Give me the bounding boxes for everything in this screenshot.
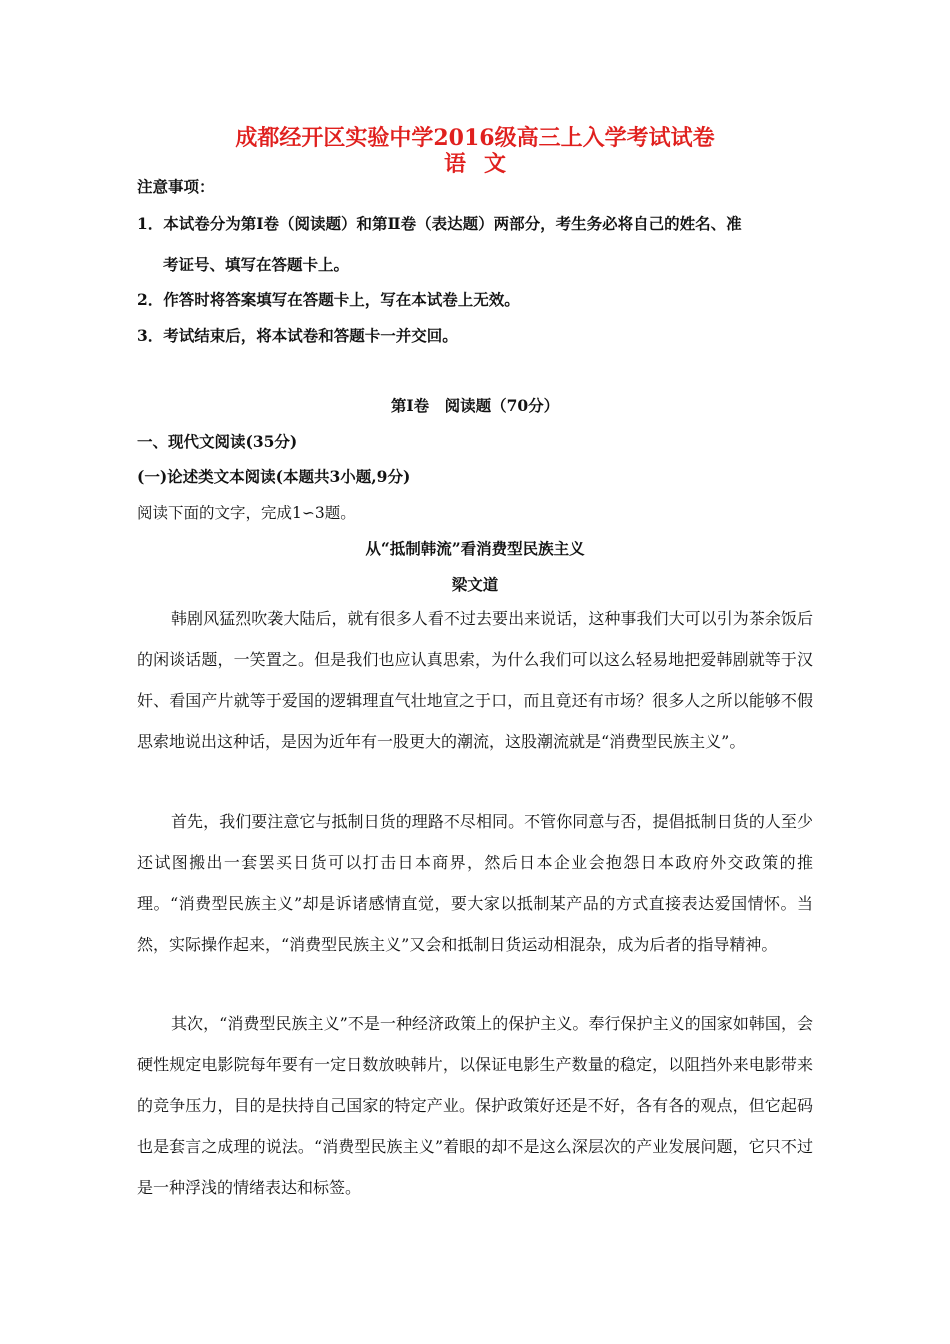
notice-item-1: 1．本试卷分为第Ⅰ卷（阅读题）和第Ⅱ卷（表达题）两部分，考生务必将自己的姓名、准 xyxy=(137,214,742,233)
article-paragraph-1: 韩剧风猛烈吹袭大陆后，就有很多人看不过去要出来说话，这种事我们大可以引为茶余饭后的闲谈话题，一笑置之。但是我们也应认真思索，为什么我们可以这么轻易地把爱韩剧就等于汉奸、看国产片就等于爱国的逻辑理直气壮地宣之于口，而且竟还有市场？很多人之所以能够不假思索地说出这种话，是因为近年有一股更大的潮流，这股潮流就是“消费型民族主义”。 xyxy=(137,609,813,751)
notice-item-2: 2．作答时将答案填写在答题卡上，写在本试卷上无效。 xyxy=(137,290,520,309)
article-paragraph-2: 首先，我们要注意它与抵制日货的理路不尽相同。不管你同意与否，提倡抵制日货的人至少还试图搬出一套罢买日货可以打击日本商界，然后日本企业会抱怨日本政府外交政策的推理。“消费型民族主义”却是诉诸感情直觉，要大家以抵制某产品的方式直接表达爱国情怀。当然，实际操作起来，“消费型民族主义”又会和抵制日货运动相混杂，成为后者的指导精神。 xyxy=(137,812,813,954)
exam-title: 成都经开区实验中学2016级高三上入学考试试卷 xyxy=(235,125,715,151)
subject-title: 语文 xyxy=(443,151,524,177)
article-title: 从“抵制韩流”看消费型民族主义 xyxy=(365,539,585,558)
article-paragraph-3: 其次，“消费型民族主义”不是一种经济政策上的保护主义。奉行保护主义的国家如韩国，会硬性规定电影院每年要有一定日数放映韩片，以保证电影生产数量的稳定，以阻挡外来电影带来的竞争压力，目的是扶持自己国家的特定产业。保护政策好还是不好，各有各的观点，但它起码也是套言之成理的说法。“消费型民族主义”着眼的却不是这么深层次的产业发展问题，它只不过是一种浮浅的情绪表达和标签。 xyxy=(137,1014,813,1197)
reading-instruction: 阅读下面的文字，完成1∽3题。 xyxy=(137,504,356,522)
article-author: 梁文道 xyxy=(451,575,499,594)
subsection-heading: (一)论述类文本阅读(本题共3小题,9分) xyxy=(137,467,411,486)
notice-heading: 注意事项： xyxy=(137,177,215,196)
part-heading: 第Ⅰ卷 阅读题（70分） xyxy=(390,396,560,415)
notice-item-3: 3．考试结束后，将本试卷和答题卡一并交回。 xyxy=(137,326,458,345)
notice-item-1-continued: 考证号、填写在答题卡上。 xyxy=(163,255,350,274)
section-heading: 一、现代文阅读(35分) xyxy=(137,432,298,451)
